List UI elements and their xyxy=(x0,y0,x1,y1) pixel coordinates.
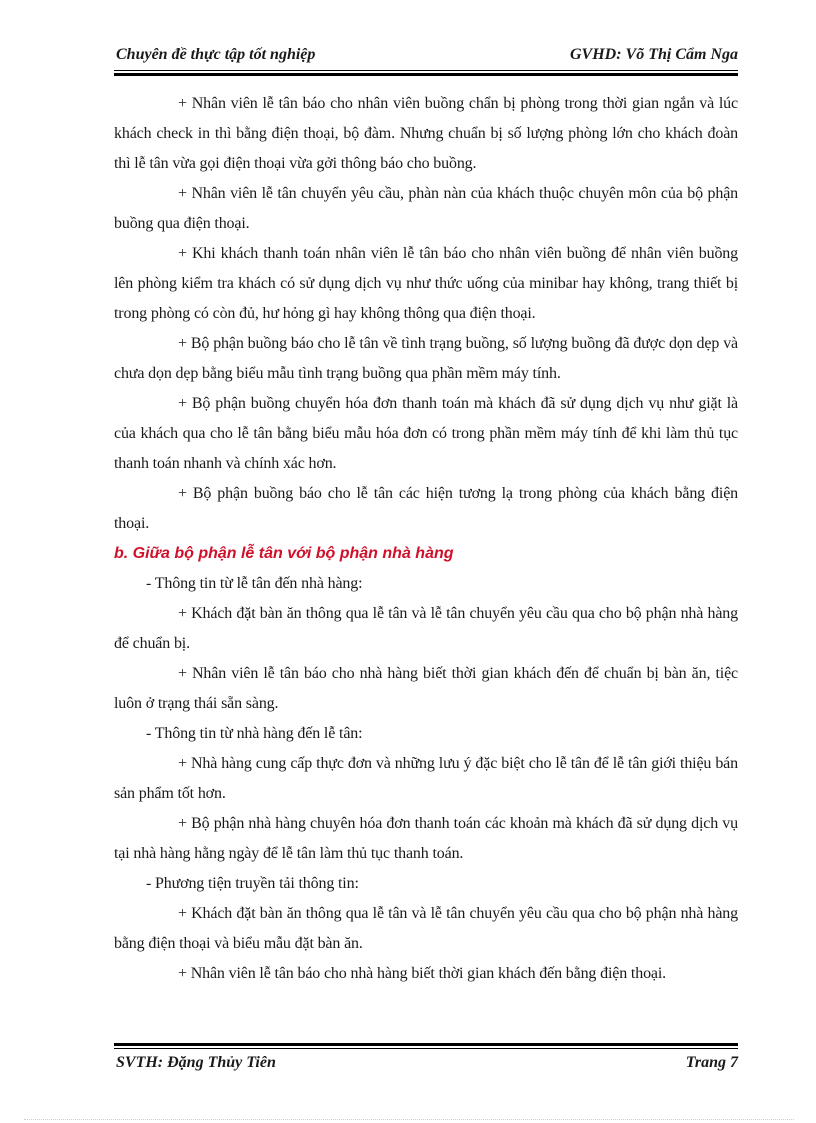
footer-student: SVTH: Đặng Thủy Tiên xyxy=(116,1054,276,1071)
paragraph: + Nhân viên lễ tân báo cho nhà hàng biết thời gian khách đến bằng điện thoại. xyxy=(178,965,667,982)
paragraph: + Nhân viên lễ tân chuyển yêu cầu, phàn nàn của khách thuộc chuyên môn của bộ phận buồng qua điện thoại. xyxy=(114,185,738,232)
footer-rule-thin xyxy=(114,1048,738,1049)
paragraph: + Nhà hàng cung cấp thực đơn và những lưu ý đặc biệt cho lễ tân để lễ tân giới thiệu bán sản phẩm tốt hơn. xyxy=(114,755,738,802)
paragraph: + Bộ phận nhà hàng chuyên hóa đơn thanh toán các khoản mà khách đã sử dụng dịch vụ tại nhà hàng hằng ngày để lễ tân làm thủ tục thanh toán. xyxy=(114,815,738,862)
paragraph: + Nhân viên lễ tân báo cho nhà hàng biết thời gian khách đến để chuẩn bị bàn ăn, tiệc luôn ở trạng thái sẵn sàng. xyxy=(114,665,738,712)
list-item-dash: - Thông tin từ nhà hàng đến lễ tân: xyxy=(146,725,363,742)
header-course-title: Chuyên đề thực tập tốt nghiệp xyxy=(116,46,316,63)
header-rule-thin xyxy=(114,70,738,71)
header-supervisor: GVHD: Võ Thị Cẩm Nga xyxy=(569,46,738,63)
page-number: Trang 7 xyxy=(685,1054,738,1071)
header-rule-thick xyxy=(114,73,738,76)
page-body xyxy=(114,89,738,989)
paragraph: + Khách đặt bàn ăn thông qua lễ tân và lễ tân chuyển yêu cầu qua cho bộ phận nhà hàng bằng điện thoại và biểu mẫu đặt bàn ăn. xyxy=(114,905,738,952)
paragraph: + Khi khách thanh toán nhân viên lễ tân báo cho nhân viên buồng để nhân viên buồng lên phòng kiểm tra khách có sử dụng dịch vụ như thức uống của minibar hay không, trang thiết bị trong phòng có còn đủ, hư hỏng gì hay không thông qua điện thoại. xyxy=(114,245,738,322)
paragraph: + Bộ phận buồng chuyển hóa đơn thanh toán mà khách đã sử dụng dịch vụ như giặt là của khách qua cho lễ tân bằng biểu mẫu hóa đơn có trong phần mềm máy tính để khi làm thủ tục thanh toán nhanh và chính xác hơn. xyxy=(114,395,738,472)
list-item-dash: - Phương tiện truyền tải thông tin: xyxy=(146,875,359,892)
paragraph: + Bộ phận buồng báo cho lễ tân về tình trạng buồng, số lượng buồng đã được dọn dẹp và chưa dọn dẹp bằng biểu mẫu tình trạng buồng qua phần mềm máy tính. xyxy=(114,335,738,382)
paragraph: + Bộ phận buồng báo cho lễ tân các hiện tương lạ trong phòng của khách bằng điện thoại. xyxy=(114,485,738,532)
paragraph: + Nhân viên lễ tân báo cho nhân viên buồng chẩn bị phòng trong thời gian ngắn và lúc khách check in thì bằng điện thoại, bộ đàm. Nhưng chuẩn bị số lượng phòng lớn cho khách đoàn thì lễ tân vừa gọi điện thoại vừa gởi thông báo cho buồng. xyxy=(114,95,738,172)
page-edge-divider xyxy=(24,1119,794,1120)
page-footer xyxy=(114,1052,738,1076)
list-item-dash: - Thông tin từ lễ tân đến nhà hàng: xyxy=(146,575,363,592)
paragraph: + Khách đặt bàn ăn thông qua lễ tân và lễ tân chuyển yêu cầu qua cho bộ phận nhà hàng để chuẩn bị. xyxy=(114,605,738,652)
page-header xyxy=(114,44,738,68)
footer-rule-thick xyxy=(114,1043,738,1046)
section-heading: b. Giữa bộ phận lễ tân với bộ phận nhà hàng xyxy=(114,545,454,562)
